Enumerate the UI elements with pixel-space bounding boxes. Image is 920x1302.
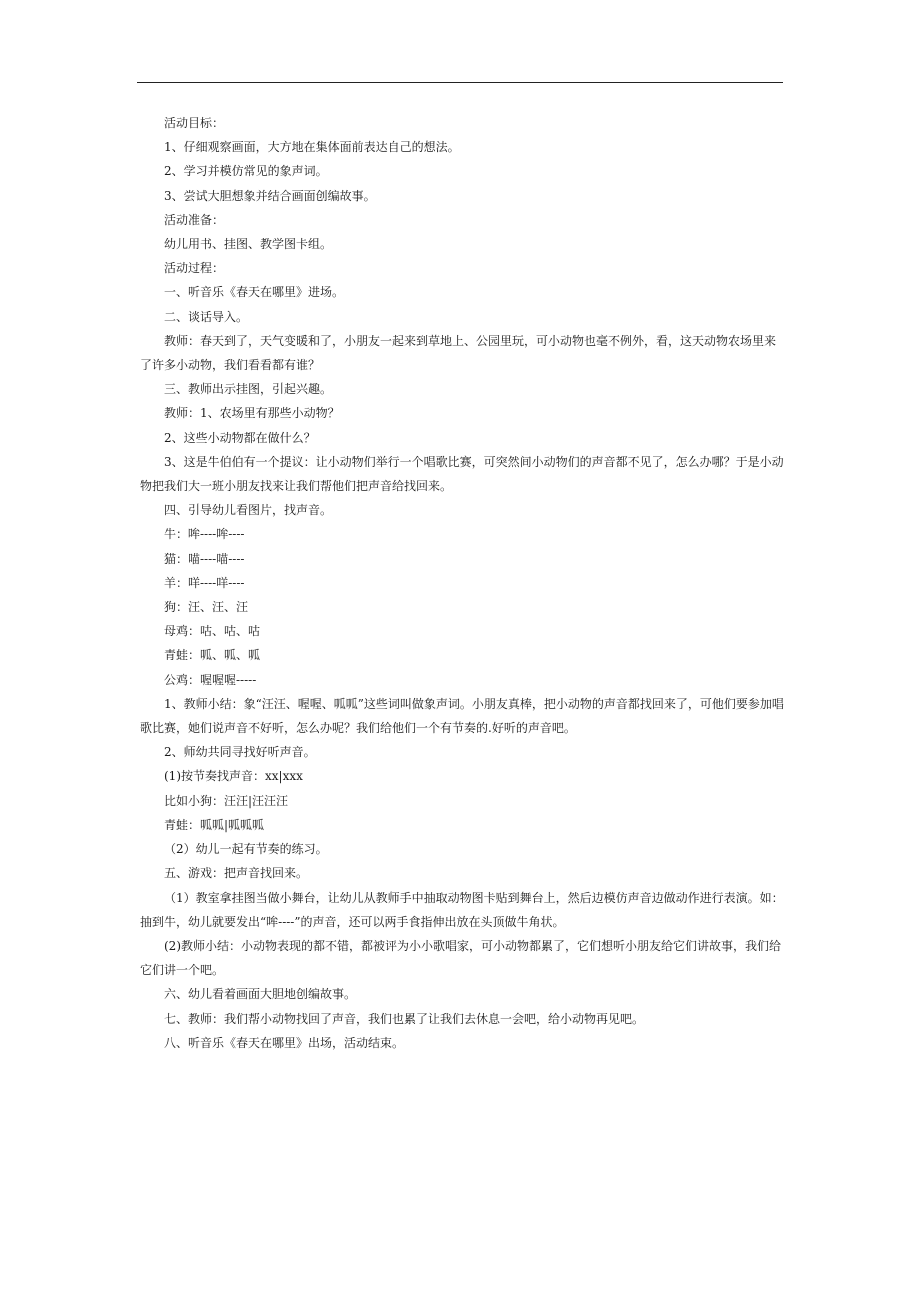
paragraph: 2、学习并模仿常见的象声词。 [164,164,328,179]
paragraph: 八、听音乐《春天在哪里》出场，活动结束。 [164,1035,405,1050]
paragraph: 1、教师小结：象“汪汪、喔喔、呱呱”这些词叫做象声词。小朋友真棒，把小动物的声音都找回来了，可他们要参加唱歌比赛，她们说声音不好听，怎么办呢？我们给他们一个有节奏的.好听的声音吧。 [140,696,784,736]
paragraph: (2)教师小结：小动物表现的都不错，都被评为小小歌唱家，可小动物都累了，它们想听小朋友给它们讲故事，我们给它们讲一个吧。 [140,938,782,978]
paragraph: （2）幼儿一起有节奏的练习。 [164,842,328,857]
paragraph: 二、谈话导入。 [164,309,249,324]
header-rule [137,82,783,83]
paragraph: 比如小狗：汪汪|汪汪汪 [164,793,289,808]
paragraph: 猫：喵----喵---- [164,551,245,566]
paragraph: 五、游戏：把声音找回来。 [164,866,309,881]
paragraph: 1、仔细观察画面，大方地在集体面前表达自己的想法。 [164,140,460,155]
paragraph: 七、教师：我们帮小动物找回了声音，我们也累了让我们去休息一会吧，给小动物再见吧。 [164,1011,645,1026]
paragraph: 2、这些小动物都在做什么？ [164,430,316,445]
paragraph: 教师：春天到了，天气变暖和了，小朋友一起来到草地上、公园里玩，可小动物也毫不例外，看，这天动物农场里来了许多小动物，我们看看都有谁？ [140,333,777,373]
paragraph: 活动过程： [164,261,225,276]
paragraph: 青蛙：呱、呱、呱 [164,648,261,663]
paragraph: 牛：哞----哞---- [164,527,245,542]
paragraph: 四、引导幼儿看图片，找声音。 [164,503,333,518]
paragraph: 三、教师出示挂图，引起兴趣。 [164,382,333,397]
paragraph: 3、尝试大胆想象并结合画面创编故事。 [164,188,376,203]
paragraph: (1)按节奏找声音：xx|xxx [164,769,303,784]
paragraph: 活动目标： [164,116,225,130]
paragraph: 活动准备： [164,212,225,227]
paragraph: 一、听音乐《春天在哪里》进场。 [164,285,345,300]
document-body [140,111,785,1055]
paragraph: （1）教室拿挂图当做小舞台，让幼儿从教师手中抽取动物图卡贴到舞台上，然后边模仿声音边做动作进行表演。如：抽到牛，幼儿就要发出“哞----”的声音，还可以两手食指伸出放在头顶做牛角状。 [140,890,784,929]
paragraph: 3、这是牛伯伯有一个提议：让小动物们举行一个唱歌比赛，可突然间小动物们的声音都不见了，怎么办哪？于是小动物把我们大一班小朋友找来让我们帮他们把声音给找回来。 [140,454,784,494]
paragraph: 教师：1、农场里有那些小动物？ [164,406,340,421]
paragraph: 六、幼儿看着画面大胆地创编故事。 [164,987,357,1002]
paragraph: 幼儿用书、挂图、教学图卡组。 [164,237,333,252]
paragraph: 公鸡：喔喔喔----- [164,672,257,687]
paragraph: 2、师幼共同寻找好听声音。 [164,745,316,760]
paragraph: 母鸡：咕、咕、咕 [164,624,261,639]
paragraph: 狗：汪、汪、汪 [164,600,249,615]
paragraph: 羊：咩----咩---- [164,575,245,590]
paragraph: 青蛙：呱呱|呱呱呱 [164,817,265,832]
